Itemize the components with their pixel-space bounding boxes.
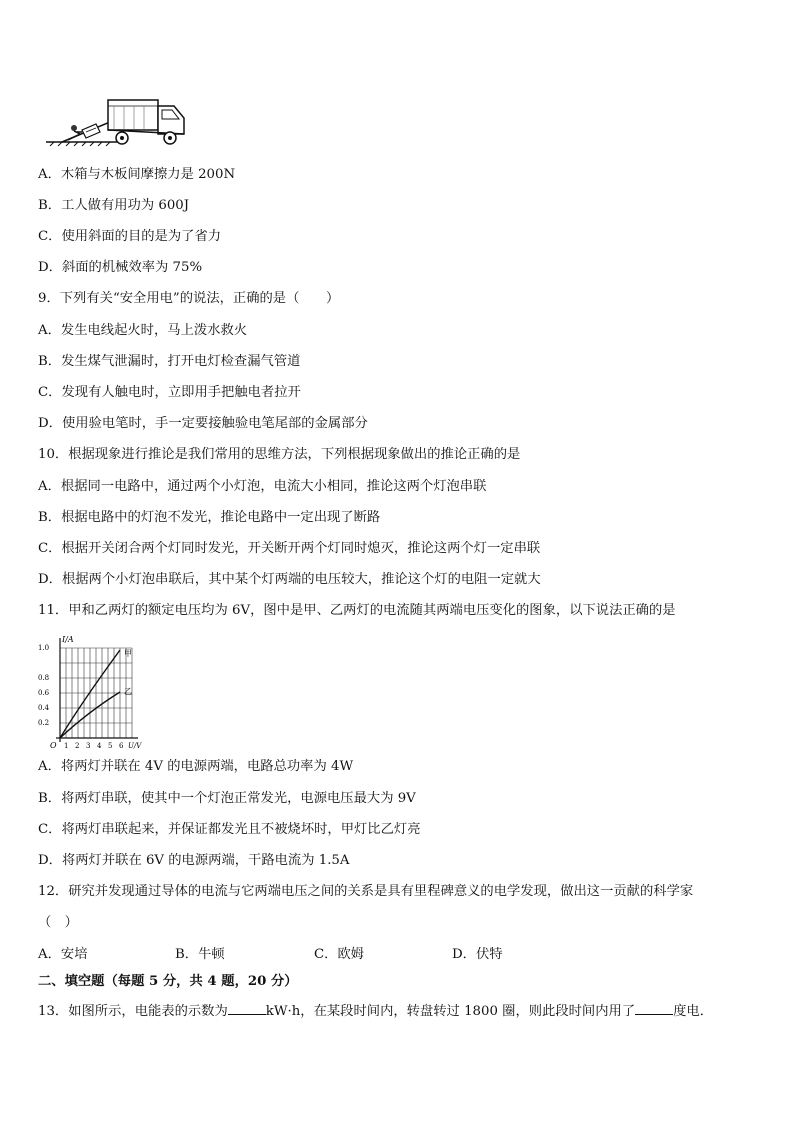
y-tick: 0.2 <box>38 719 50 727</box>
x-tick: 2 <box>75 742 80 750</box>
x-tick: 3 <box>86 742 91 750</box>
x-axis-label: U/V <box>128 742 142 750</box>
iv-graph <box>38 632 144 750</box>
q9-option-b: B．发生煤气泄漏时，打开电灯检查漏气管道 <box>38 354 301 369</box>
q12-option-b: B．牛顿 <box>175 947 225 962</box>
q12-paren: （ ） <box>38 915 78 930</box>
q9-option-a: A．发生电线起火时，马上泼水救火 <box>38 323 248 338</box>
q10-option-d: D．根据两个小灯泡串联后，其中某个灯两端的电压较大，推论这个灯的电阻一定就大 <box>38 572 541 587</box>
q13-part1: 13．如图所示，电能表的示数为 <box>38 1004 228 1019</box>
q13-part2: kW·h，在某段时间内，转盘转过 1800 圈，则此段时间内用了 <box>265 1004 636 1019</box>
q13-stem <box>38 1002 713 1021</box>
q11-option-d: D．将两灯并联在 6V 的电源两端，干路电流为 1.5A <box>38 853 350 868</box>
x-tick: 1 <box>64 742 69 750</box>
q10-option-a: A．根据同一电路中，通过两个小灯泡，电流大小相同，推论这两个灯泡串联 <box>38 479 487 494</box>
q10-option-c: C．根据开关闭合两个灯同时发光，开关断开两个灯同时熄灭，推论这两个灯一定串联 <box>38 541 541 556</box>
q9-option-d: D．使用验电笔时，手一定要接触验电笔尾部的金属部分 <box>38 416 368 431</box>
q12-option-c: C．欧姆 <box>314 947 365 962</box>
origin-label: O <box>50 741 57 750</box>
truck-ramp-figure <box>44 92 194 148</box>
q12-options-row <box>38 946 758 964</box>
q12-option-d: D．伏特 <box>452 947 503 962</box>
q13-blank-2 <box>635 1002 673 1015</box>
q12-option-a: A．安培 <box>38 947 88 962</box>
q13-part3: 度电． <box>673 1004 714 1019</box>
q10-stem: 10．根据现象进行推论是我们常用的思维方法，下列根据现象做出的推论正确的是 <box>38 447 521 462</box>
line-label-yi: 乙 <box>124 687 132 696</box>
q9-stem: 9．下列有关“安全用电”的说法，正确的是（ ） <box>38 291 340 306</box>
q13-blank-1 <box>228 1002 266 1015</box>
y-tick: 0.6 <box>38 689 50 697</box>
x-tick: 6 <box>119 742 124 750</box>
y-axis-label: I/A <box>62 635 74 644</box>
q11-option-a: A．将两灯并联在 4V 的电源两端，电路总功率为 4W <box>38 759 354 774</box>
q8-option-b: B．工人做有用功为 600J <box>38 198 190 213</box>
q11-stem: 11．甲和乙两灯的额定电压均为 6V，图中是甲、乙两灯的电流随其两端电压变化的图象，以下说法正确的是 <box>38 603 676 618</box>
x-tick: 5 <box>108 742 113 750</box>
q11-option-c: C．将两灯串联起来，并保证都发光且不被烧坏时，甲灯比乙灯亮 <box>38 822 421 837</box>
x-tick: 4 <box>97 742 102 750</box>
q8-option-d: D．斜面的机械效率为 75% <box>38 260 203 275</box>
y-tick: 0.4 <box>38 704 50 712</box>
y-tick: 0.8 <box>38 674 50 682</box>
q11-option-b: B．将两灯串联，使其中一个灯泡正常发光，电源电压最大为 9V <box>38 791 416 806</box>
line-label-jia: 甲 <box>124 649 132 658</box>
q8-option-a: A．木箱与木板间摩擦力是 200N <box>38 167 236 182</box>
q8-option-c: C．使用斜面的目的是为了省力 <box>38 229 222 244</box>
q9-option-c: C．发现有人触电时，立即用手把触电者拉开 <box>38 385 301 400</box>
q12-stem: 12．研究并发现通过导体的电流与它两端电压之间的关系是具有里程碑意义的电学发现，做出这一贡献的科学家 <box>38 884 694 899</box>
y-tick: 1.0 <box>38 644 50 652</box>
q10-option-b: B．根据电路中的灯泡不发光，推论电路中一定出现了断路 <box>38 510 381 525</box>
section-heading: 二、填空题（每题 5 分，共 4 题，20 分） <box>38 974 298 989</box>
